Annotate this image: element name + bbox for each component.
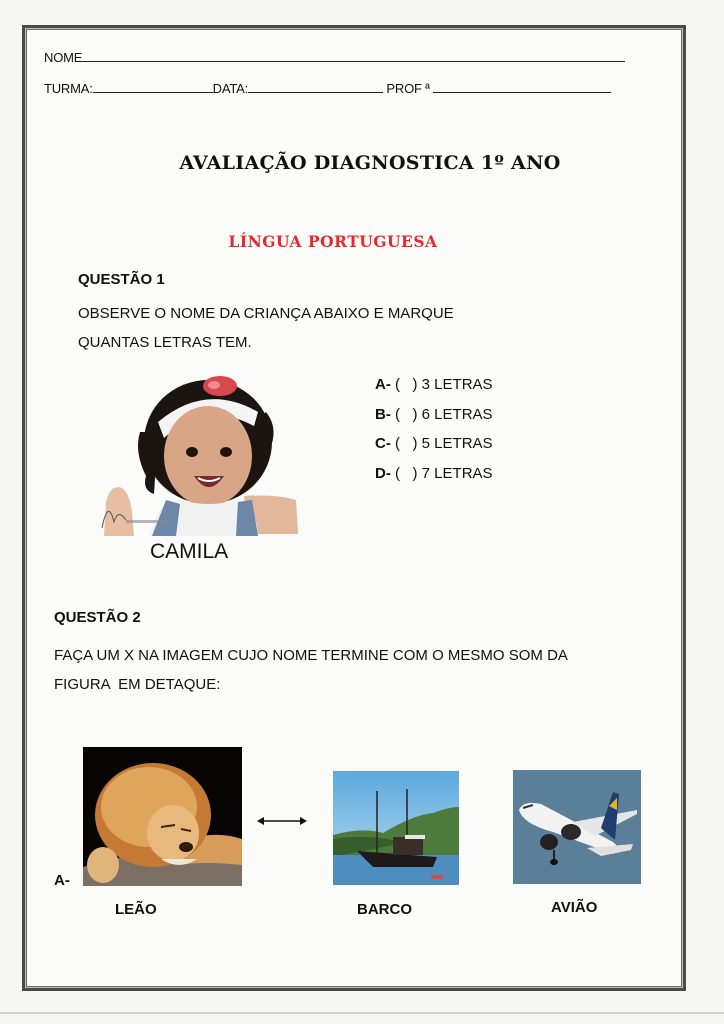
date-label: DATA: bbox=[212, 81, 248, 96]
question-1-prompt-line-2: QUANTAS LETRAS TEM. bbox=[78, 334, 252, 351]
option-text: 3 LETRAS bbox=[421, 376, 493, 393]
option-checkbox[interactable]: ( ) bbox=[395, 435, 418, 452]
class-input-line[interactable] bbox=[93, 80, 213, 93]
option-checkbox[interactable]: ( ) bbox=[395, 376, 418, 393]
teacher-input-line[interactable] bbox=[433, 80, 611, 93]
option-letter: C- bbox=[375, 435, 391, 452]
question-2-prompt-line-1: FAÇA UM X NA IMAGEM CUJO NOME TERMINE COM O MESMO SOM DA bbox=[54, 647, 568, 664]
question-1-heading: QUESTÃO 1 bbox=[78, 271, 165, 288]
scan-edge bbox=[0, 1012, 724, 1014]
boat-photo[interactable] bbox=[333, 771, 459, 885]
option-b[interactable] bbox=[375, 406, 493, 436]
option-checkbox[interactable]: ( ) bbox=[395, 464, 418, 482]
airplane-photo[interactable] bbox=[513, 770, 641, 884]
page-title: AVALIAÇÃO DIAGNOSTICA 1º ANO bbox=[179, 152, 561, 174]
question-1-prompt bbox=[78, 299, 454, 357]
option-text: 6 LETRAS bbox=[421, 405, 493, 423]
name-label: NOME bbox=[44, 50, 83, 65]
question-2-prompt bbox=[54, 641, 568, 699]
name-field bbox=[44, 49, 625, 65]
option-letter: D- bbox=[375, 464, 391, 482]
lion-caption: LEÃO bbox=[115, 901, 157, 918]
option-d[interactable] bbox=[375, 465, 493, 495]
option-a[interactable] bbox=[375, 376, 493, 406]
row-label: A- bbox=[54, 872, 70, 889]
lion-photo[interactable] bbox=[83, 747, 242, 886]
option-checkbox[interactable]: ( ) bbox=[395, 405, 418, 423]
option-c[interactable] bbox=[375, 435, 493, 465]
subject-title: LÍNGUA PORTUGUESA bbox=[228, 232, 438, 251]
option-letter: A- bbox=[375, 376, 391, 393]
class-date-teacher-fields bbox=[44, 80, 611, 96]
airplane-icon bbox=[513, 770, 641, 884]
question-2-heading: QUESTÃO 2 bbox=[54, 609, 141, 626]
option-text: 7 LETRAS bbox=[421, 464, 493, 482]
question-1-options bbox=[375, 376, 493, 494]
airplane-caption: AVIÃO bbox=[551, 899, 598, 916]
boat-caption: BARCO bbox=[357, 901, 412, 918]
question-2-prompt-line-2: FIGURA EM DETAQUE: bbox=[54, 676, 221, 693]
option-letter: B- bbox=[375, 405, 391, 423]
date-input-line[interactable] bbox=[248, 80, 383, 93]
teacher-label: PROF ª bbox=[386, 81, 430, 96]
option-text: 5 LETRAS bbox=[421, 435, 493, 452]
boat-icon bbox=[333, 771, 459, 885]
question-1-prompt-line-1: OBSERVE O NOME DA CRIANÇA ABAIXO E MARQUE bbox=[78, 305, 454, 322]
lion-icon bbox=[83, 747, 242, 886]
class-label: TURMA: bbox=[44, 81, 93, 96]
child-name-caption: CAMILA bbox=[150, 540, 229, 563]
child-photo-icon bbox=[96, 372, 298, 536]
arrow-icon bbox=[257, 815, 307, 829]
child-photo bbox=[96, 372, 298, 536]
name-input-line[interactable] bbox=[82, 49, 625, 62]
